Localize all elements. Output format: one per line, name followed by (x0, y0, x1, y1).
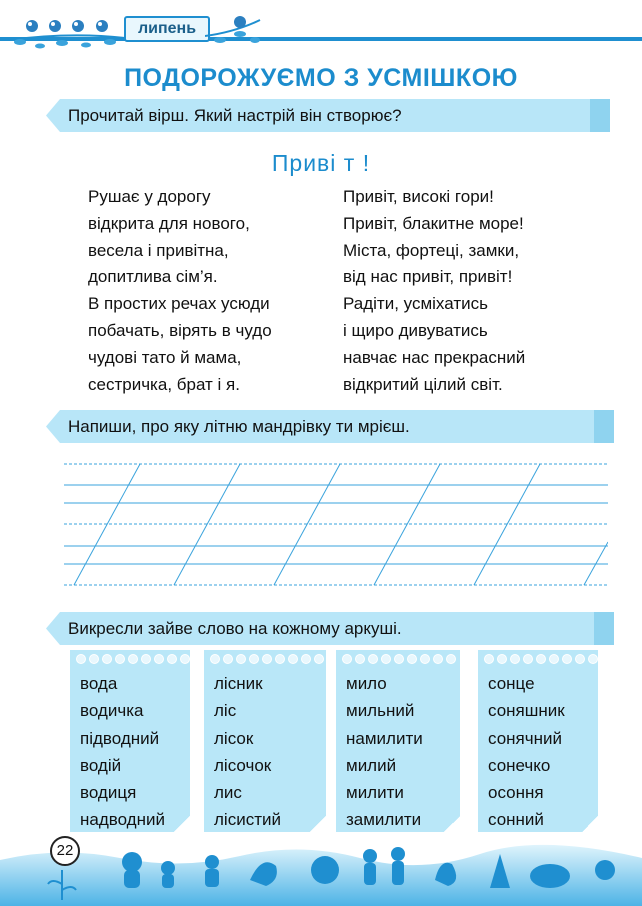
word-item[interactable]: підводний (80, 728, 160, 748)
word-item[interactable]: милий (346, 755, 397, 775)
poem-line: навчає нас прекрасний (343, 347, 526, 367)
poem-line: від нас привіт, привіт! (343, 267, 513, 287)
word-item[interactable]: ліс (214, 701, 237, 721)
ring-hole-icon (288, 654, 298, 664)
ring-hole-icon (314, 654, 324, 664)
task-instruction: Викресли зайве слово на кожному аркуші. (68, 619, 402, 638)
poem-line: чудові тато й мама, (88, 347, 242, 367)
ring-hole-icon (562, 654, 572, 664)
word-sheet (204, 650, 326, 832)
sheet-rings (210, 654, 324, 664)
ring-hole-icon (381, 654, 391, 664)
ring-hole-icon (549, 654, 559, 664)
ring-hole-icon (420, 654, 430, 664)
word-item[interactable]: лісник (214, 674, 263, 693)
sheet-rings (484, 654, 598, 664)
ring-hole-icon (394, 654, 404, 664)
ring-hole-icon (236, 654, 246, 664)
poem-left-column (88, 184, 272, 398)
ring-hole-icon (275, 654, 285, 664)
poem-line: і щиро дивуватись (343, 320, 488, 340)
word-item[interactable]: водій (80, 755, 122, 775)
word-item[interactable]: сонце (488, 674, 535, 693)
ring-hole-icon (588, 654, 598, 664)
word-item[interactable]: вода (80, 674, 118, 693)
word-item[interactable]: надводний (80, 810, 165, 830)
ring-hole-icon (575, 654, 585, 664)
poem-line: побачать, вірять в чудо (88, 320, 272, 340)
sheet-rings (342, 654, 456, 664)
ring-hole-icon (128, 654, 138, 664)
ring-hole-icon (249, 654, 259, 664)
word-item[interactable]: осоння (488, 783, 544, 803)
page-title: ПОДОРОЖУЄМО З УСМІШКОЮ (124, 64, 518, 92)
task-instruction: Прочитай вірш. Який настрій він створює? (68, 106, 402, 125)
page-number: 22 (50, 836, 80, 866)
ring-hole-icon (262, 654, 272, 664)
word-sheet (478, 650, 598, 832)
word-item[interactable]: милити (346, 783, 404, 803)
ring-hole-icon (484, 654, 494, 664)
word-item[interactable]: намилити (346, 728, 423, 748)
word-item[interactable]: лис (214, 783, 242, 803)
ring-hole-icon (433, 654, 443, 664)
leafy-branch-icon (205, 10, 265, 50)
poem-line: Привіт, високі гори! (343, 187, 494, 206)
poem-line: Рушає у дорогу (88, 187, 211, 206)
month-label: липень (124, 16, 210, 42)
task-instruction: Напиши, про яку літню мандрівку ти мрієш. (68, 417, 410, 436)
word-item[interactable]: водичка (80, 701, 144, 721)
poem-right-column (343, 184, 525, 398)
ring-hole-icon (407, 654, 417, 664)
ring-hole-icon (301, 654, 311, 664)
ring-hole-icon (154, 654, 164, 664)
poem-line: Радіти, усміхатись (343, 294, 488, 314)
ring-hole-icon (523, 654, 533, 664)
ring-hole-icon (497, 654, 507, 664)
poem-line: Міста, фортеці, замки, (343, 240, 520, 260)
word-item[interactable]: замилити (346, 810, 422, 830)
ring-hole-icon (446, 654, 456, 664)
poem-line: весела і привітна, (88, 240, 229, 260)
ring-hole-icon (368, 654, 378, 664)
ring-hole-icon (89, 654, 99, 664)
word-item[interactable]: лісочок (214, 755, 272, 775)
footer-illustration (0, 840, 642, 906)
word-item[interactable]: сонечко (488, 755, 551, 775)
sheet-rings (76, 654, 190, 664)
writing-lines[interactable] (64, 462, 608, 588)
word-item[interactable]: соняшник (488, 701, 565, 721)
word-item[interactable]: мило (346, 674, 387, 693)
word-item[interactable]: мильний (346, 701, 415, 721)
ring-hole-icon (342, 654, 352, 664)
poem-line: В простих речах усюди (88, 294, 270, 314)
word-item[interactable]: сонячний (488, 728, 562, 748)
ring-hole-icon (76, 654, 86, 664)
ring-hole-icon (536, 654, 546, 664)
ring-hole-icon (180, 654, 190, 664)
ring-hole-icon (355, 654, 365, 664)
ring-hole-icon (510, 654, 520, 664)
poem-title: Приві т ! (271, 150, 371, 176)
ring-hole-icon (102, 654, 112, 664)
poem-line: допитлива сім’я. (88, 267, 218, 287)
ring-hole-icon (210, 654, 220, 664)
word-item[interactable]: лісок (214, 728, 254, 748)
ring-hole-icon (223, 654, 233, 664)
ring-hole-icon (115, 654, 125, 664)
ring-hole-icon (141, 654, 151, 664)
ring-hole-icon (167, 654, 177, 664)
word-item[interactable]: сонний (488, 810, 544, 830)
poem-line: сестричка, брат і я. (88, 374, 240, 394)
word-item[interactable]: лісистий (214, 810, 281, 830)
word-item[interactable]: водиця (80, 783, 137, 803)
poem-line: відкритий цілий світ. (343, 374, 503, 394)
word-sheet (336, 650, 460, 832)
birds-on-branch-icon (10, 12, 125, 52)
poem-line: Привіт, блакитне море! (343, 213, 524, 233)
word-sheet (70, 650, 190, 832)
poem-line: відкрита для нового, (88, 213, 250, 233)
